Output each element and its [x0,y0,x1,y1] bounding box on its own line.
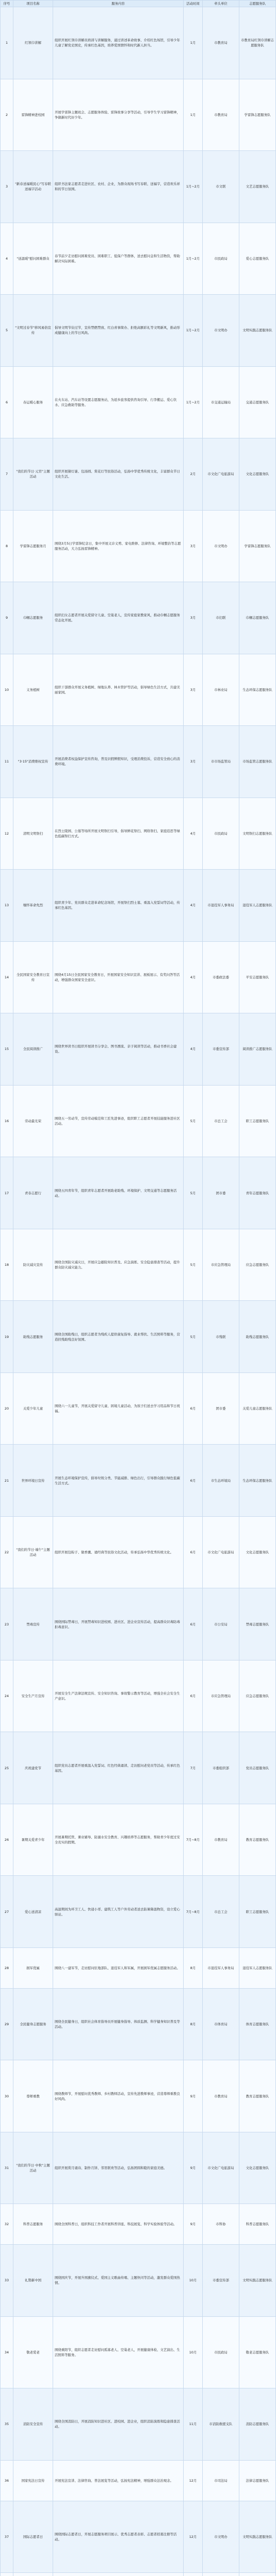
cell-service-content: 围绕五四青年节，组织青年志愿者开展助老助残、环境保护、文明交通等志愿服务活动。 [53,1157,184,1229]
cell-project-name: 世界环境日宣传 [13,1445,53,1517]
table-row [1,223,276,295]
cell-project-name: 国际志愿者日 [13,2501,53,2573]
cell-number: 10 [1,654,13,726]
table-row [1,1732,276,1804]
cell-lead-unit: 市文明办 [203,510,239,582]
cell-number: 25 [1,1732,13,1804]
cell-lead-unit: 市应急管理局 [203,1229,239,1301]
cell-activity-time: 7月 [184,1732,203,1804]
cell-project-name: 清明文明祭扫 [13,798,53,870]
cell-lead-unit: 市民政局 [203,223,239,295]
cell-activity-time: 6月 [184,1660,203,1732]
cell-number: 5 [1,295,13,367]
cell-lead-unit: 市司法局 [203,2460,239,2501]
cell-service-content: 围绕4月15日全民国家安全教育日，开展国家安全知识宣讲、展板展示、有奖问答等活动，增强群众国家安全意识。 [53,941,184,1013]
cell-service-content: 围绕国际禁毒日，开展禁毒知识进校园、进社区、进企业宣传活动，提高群众识毒防毒拒毒意识。 [53,1588,184,1660]
cell-lead-unit: 市文化广电旅游局 [203,438,239,511]
cell-lead-unit: 市委宣传部 [203,2245,239,2317]
cell-volunteer-team: 文艺志愿服务队 [239,151,276,223]
header-number: 序号 [1,1,13,7]
cell-project-name: 春运暖心服务 [13,366,53,438]
table-row [1,1804,276,1876]
cell-activity-time: 2月 [184,438,203,511]
cell-activity-time: 9月 [184,2132,203,2204]
cell-lead-unit: 市文明办 [203,2501,239,2573]
cell-activity-time: 1月 [184,79,203,151]
table-row [1,1157,276,1229]
cell-volunteer-team: 市场监管志愿服务队 [239,726,276,798]
cell-project-name: 红领巾讲解 [13,7,53,79]
table-row [1,941,276,1013]
table-row [1,1876,276,1948]
cell-volunteer-team: 教育志愿服务队 [239,2060,276,2132]
cell-number: 7 [1,438,13,511]
cell-volunteer-team: 市教育局红领巾讲解志愿服务队 [239,7,276,79]
table-row [1,798,276,870]
cell-service-content: 开展生态环境保护宣传，倡导垃圾分类、节能减排、绿色出行，引导群众践行绿色低碳生活方式。 [53,1445,184,1517]
cell-volunteer-team: 应急志愿服务队 [239,1229,276,1301]
table-row [1,726,276,798]
cell-project-name: "我们的节日·中秋"主题活动 [13,2132,53,2204]
cell-service-content: 开展安全生产法律法规宣传、安全知识咨询、事故警示教育等活动，增强全社会安全生产意识。 [53,1660,184,1732]
table-row [1,870,276,942]
cell-lead-unit: 市教育局 [203,1804,239,1876]
cell-project-name: 安全生产月宣传 [13,1660,53,1732]
cell-service-content: 高温期间为环卫工人、快递小哥、建筑工人等户外劳动者送去防暑降温物资，设立爱心驿站。 [53,1876,184,1948]
cell-number: 2 [1,79,13,151]
cell-number: 16 [1,1085,13,1157]
cell-number: 36 [1,2460,13,2501]
cell-project-name: 防灾减灾宣传 [13,1229,53,1301]
cell-service-content: 围绕八一建军节，走访慰问驻地部队、退役军人和军属，开展拥军优属志愿服务活动。 [53,1947,184,1988]
table-row [1,510,276,582]
cell-volunteer-team: 党员志愿服务队 [239,1732,276,1804]
table-row [1,2573,276,2576]
cell-volunteer-team: 退役军人志愿服务队 [239,1947,276,1988]
cell-activity-time: 9月 [184,2060,203,2132]
cell-number: 13 [1,870,13,942]
cell-lead-unit: 市民政局 [203,2316,239,2388]
cell-volunteer-team: 文明祭扫志愿服务队 [239,798,276,870]
cell-activity-time [184,2573,203,2576]
cell-lead-unit: 市教育局 [203,2060,239,2132]
cell-number: 18 [1,1229,13,1301]
cell-lead-unit: 市科协 [203,2204,239,2245]
cell-activity-time: 7月~8月 [184,1876,203,1948]
table-row [1,1947,276,1988]
table-row [1,1516,276,1588]
cell-service-content: 开展暑期托管、课业辅导、防溺水安全教育、兴趣培养等志愿服务，帮助青少年度过安全充实的假期。 [53,1804,184,1876]
cell-volunteer-team: 教育志愿服务队 [239,1804,276,1876]
cell-volunteer-team: 法律志愿服务队 [239,2460,276,2501]
cell-volunteer-team: 文化志愿服务队 [239,438,276,511]
cell-project-name [13,2573,53,2576]
table-row [1,1372,276,1445]
cell-lead-unit: 市委组织部 [203,1732,239,1804]
cell-lead-unit: 市退役军人事务局 [203,870,239,942]
cell-activity-time: 6月 [184,1588,203,1660]
header-service-content: 服务内容 [53,1,184,7]
cell-volunteer-team: 退役军人志愿服务队 [239,870,276,942]
cell-project-name: 关爱少年儿童 [13,1372,53,1445]
cell-activity-time: 5月 [184,1157,203,1229]
cell-activity-time: 1月~2月 [184,151,203,223]
cell-lead-unit: 市退役军人事务局 [203,1947,239,1988]
cell-project-name: 拥军优属 [13,1947,53,1988]
cell-lead-unit: 市消防救援支队 [203,2388,239,2461]
cell-activity-time: 1月~2月 [184,295,203,367]
cell-lead-unit: 市委宣传部 [203,1013,239,1086]
cell-service-content: 围绕世界读书日组织开展读书分享会、图书漂流、亲子阅读等活动，推动书香社会建设。 [53,1013,184,1086]
cell-service-content: 开展消费者权益保护宣传咨询，普及识假辨假知识，受理消费投诉，营造安全放心的消费环境。 [53,726,184,798]
cell-activity-time: 3月 [184,582,203,654]
table-row [1,654,276,726]
cell-service-content: 开展宪法宣讲、法律咨询、普法展览等活动，弘扬宪法精神，增强群众法治观念。 [53,2460,184,2501]
table-row [1,1301,276,1373]
cell-project-name: "新春送福暖民心"写春联送福字活动 [13,151,53,223]
cell-lead-unit: 市残联 [203,1301,239,1373]
cell-project-name: 庆祝建党节 [13,1732,53,1804]
cell-number: 1 [1,7,13,79]
cell-project-name: 巾帼志愿服务 [13,582,53,654]
cell-volunteer-team: 文明实践志愿服务队 [239,2501,276,2573]
cell-number: 15 [1,1013,13,1086]
cell-project-name: 暑期关爱青少年 [13,1804,53,1876]
cell-activity-time: 6月 [184,1516,203,1588]
cell-lead-unit: 市教育局 [203,7,239,79]
cell-number: 31 [1,2132,13,2204]
cell-activity-time: 10月 [184,2245,203,2317]
cell-activity-time: 1月~2月 [184,366,203,438]
cell-lead-unit: 市市场监管局 [203,726,239,798]
cell-volunteer-team: 青年志愿服务队 [239,1157,276,1229]
cell-number: 17 [1,1157,13,1229]
cell-volunteer-team: 关爱儿童志愿服务队 [239,1372,276,1445]
cell-number: 20 [1,1372,13,1445]
table-row [1,1445,276,1517]
table-header-row [1,1,276,7]
cell-activity-time: 12月 [184,2501,203,2573]
cell-service-content: 在烈士陵园、公墓等场所开展文明祭扫引导，倡导鲜花祭扫、网络祭扫、家庭追思等绿色低碳祭扫方式。 [53,798,184,870]
cell-lead-unit [203,2573,239,2576]
cell-project-name: 雷锋精神进校园 [13,79,53,151]
cell-number: 3 [1,151,13,223]
cell-activity-time: 6月 [184,1372,203,1445]
table-row [1,151,276,223]
cell-volunteer-team: 文明实践志愿服务队 [239,2245,276,2317]
cell-activity-time: 9月 [184,2204,203,2245]
cell-activity-time: 1月~2月 [184,223,203,295]
table-row [1,2204,276,2245]
cell-number: 30 [1,2060,13,2132]
header-lead-unit: 牵头单位 [203,1,239,7]
cell-lead-unit: 市公安局 [203,1588,239,1660]
cell-activity-time: 3月 [184,654,203,726]
table-row [1,2460,276,2501]
cell-number: 22 [1,1516,13,1588]
cell-number: 4 [1,223,13,295]
table-row [1,582,276,654]
cell-project-name: "送温暖"慰问困难群众 [13,223,53,295]
cell-service-content: 围绕全国助残日，组织志愿者为残疾人提供康复指导、就业帮扶、生活照料等服务，营造扶残助残良好氛围。 [53,1301,184,1373]
cell-service-content [53,2573,184,2576]
cell-project-name: 学雷锋志愿服务月 [13,510,53,582]
cell-volunteer-team: 科普志愿服务队 [239,2204,276,2245]
cell-number: 12 [1,798,13,870]
cell-activity-time: 11月 [184,2388,203,2461]
header-project-name: 项目名称 [13,1,53,7]
table-row [1,2388,276,2461]
cell-service-content: 围绕国庆节，开展升国旗仪式、爱国主义歌曲传唱、主题快闪等活动，激发群众爱国热情。 [53,2245,184,2317]
cell-activity-time: 6月 [184,1445,203,1517]
table-row [1,1229,276,1301]
cell-number: 37 [1,2501,13,2573]
cell-service-content: 围绕全国防灾减灾日，开展应急避险知识普及、应急演练、安全隐患排查等活动，提升群众防灾减灾能力。 [53,1229,184,1301]
cell-project-name: 礼赞新中国 [13,2245,53,2317]
cell-number: 26 [1,1804,13,1876]
table-row [1,79,276,151]
table-row [1,2132,276,2204]
cell-number: 8 [1,510,13,582]
table-row [1,2060,276,2132]
cell-number: 28 [1,1947,13,1988]
cell-project-name: 消防安全宣传 [13,2388,53,2461]
cell-number: 24 [1,1660,13,1732]
cell-project-name: 禁毒宣传 [13,1588,53,1660]
cell-project-name: 全民国家安全教育日宣传 [13,941,53,1013]
cell-number: 11 [1,726,13,798]
cell-lead-unit: 市应急管理局 [203,1660,239,1732]
cell-project-name: 科普志愿服务 [13,2204,53,2245]
cell-number: 33 [1,2245,13,2317]
table-row [1,2501,276,2573]
cell-activity-time: 12月 [184,2460,203,2501]
cell-volunteer-team: 巾帼志愿服务队 [239,582,276,654]
cell-activity-time: 5月 [184,1301,203,1373]
cell-activity-time: 8月 [184,1988,203,2060]
cell-service-content: 围绕五一劳动节，宣传劳动模范和工匠先进事迹，组织职工志愿者开展技能服务进社区活动。 [53,1085,184,1157]
cell-service-content: 围绕全民健身日，组织社会体育指导员开展健身指导、体质监测、科学健身知识普及等活动。 [53,1988,184,2060]
cell-service-content: 开展学雷锋主题班会、志愿服务体验、雷锋故事分享等活动，引导学生学习雷锋精神，争做新时代好少年。 [53,79,184,151]
cell-number: 19 [1,1301,13,1373]
cell-volunteer-team: 阅读推广志愿服务队 [239,1013,276,1086]
table-row [1,2245,276,2317]
cell-lead-unit: 市民政局 [203,798,239,870]
cell-service-content: 围绕国际志愿者日，开展志愿服务项目展示、优秀志愿者表彰、志愿者招募注册等活动。 [53,2501,184,2573]
cell-project-name: "我们的节日·端午"主题活动 [13,1516,53,1588]
cell-number: 14 [1,941,13,1013]
cell-lead-unit: 市教育局 [203,79,239,151]
cell-lead-unit: 市文化广电旅游局 [203,2132,239,2204]
cell-project-name: 爱心送清凉 [13,1876,53,1948]
cell-lead-unit: 市妇联 [203,582,239,654]
cell-service-content: 围绕全国消防日，开展消防知识进社区、进校园、进企业，组织消防演练和隐患排查活动。 [53,2388,184,2461]
cell-activity-time: 4月 [184,941,203,1013]
cell-project-name: 全民阅读推广 [13,1013,53,1086]
cell-lead-unit: 市体育局 [203,1988,239,2060]
cell-number [1,2573,13,2576]
cell-volunteer-team: 文化志愿服务队 [239,2132,276,2204]
cell-service-content: 组织开展猜灯谜、包汤圆、赏花灯等民俗活动，弘扬中华优秀传统文化，丰富群众节日文化生活。 [53,438,184,511]
cell-project-name: 助残志愿服务 [13,1301,53,1373]
cell-volunteer-team: 学雷锋志愿服务队 [239,79,276,151]
cell-activity-time: 8月 [184,1947,203,1988]
cell-volunteer-team: 交通志愿服务队 [239,366,276,438]
cell-service-content: 组织干部群众开展义务植树、绿地认养、林木管护等活动，倡导绿色生活方式，共建美丽家园。 [53,654,184,726]
table-row [1,366,276,438]
cell-project-name: 全民健身志愿服务 [13,1988,53,2060]
table-row [1,438,276,511]
cell-volunteer-team: 应急志愿服务队 [239,1660,276,1732]
cell-number: 6 [1,366,13,438]
cell-activity-time: 3月 [184,510,203,582]
cell-service-content: 围绕教师节，开展慰问优秀教师、乡村教师活动，宣传先进教师事迹，营造尊师重教良好风尚。 [53,2060,184,2132]
cell-number: 29 [1,1988,13,2060]
cell-lead-unit: 市总工会 [203,1876,239,1948]
cell-lead-unit: 市文化广电旅游局 [203,1516,239,1588]
cell-project-name: 缅怀革命先烈 [13,870,53,942]
table-row [1,295,276,367]
cell-service-content: 组织开展红领巾讲解员培训与讲解服务，通过讲述革命故事、介绍红色场馆，引导少年儿童了解党史国史，传承红色基因，培养爱国情怀和时代新人担当。 [53,7,184,79]
cell-activity-time: 5月 [184,1229,203,1301]
cell-service-content: 在火车站、汽车站等设置志愿服务站，为返乡旅客提供咨询引导、行李搬运、爱心饮水、应急救助等服务。 [53,366,184,438]
cell-activity-time: 4月 [184,870,203,942]
cell-number: 27 [1,1876,13,1948]
cell-activity-time: 10月 [184,2316,203,2388]
cell-lead-unit: 市林业局 [203,654,239,726]
cell-activity-time: 3月 [184,726,203,798]
cell-project-name: 青春志愿行 [13,1157,53,1229]
cell-service-content: 组织书法家志愿者走进社区、农村、企业，为群众现场书写春联、送福字，营造欢乐祥和的节日氛围。 [53,151,184,223]
cell-service-content: 组织党员志愿者开展重温入党誓词、红色经典诵读、走访慰问老党员等活动，传承红色基因。 [53,1732,184,1804]
cell-project-name: 劳动最光荣 [13,1085,53,1157]
cell-number: 32 [1,2204,13,2245]
cell-service-content: 围绕全国科普日，组织科技工作者开展科普讲座、科技展览、科学实验体验等活动。 [53,2204,184,2245]
cell-activity-time: 1月 [184,7,203,79]
table-row [1,1013,276,1086]
cell-volunteer-team: 消防志愿服务队 [239,2388,276,2461]
cell-project-name: "我们的节日·元宵"主题活动 [13,438,53,511]
cell-lead-unit: 市文明办 [203,295,239,367]
cell-volunteer-team: 禁毒志愿服务队 [239,1588,276,1660]
table-row [1,1988,276,2060]
cell-lead-unit: 团市委 [203,1157,239,1229]
cell-project-name: 敬老爱老 [13,2316,53,2388]
cell-service-content: 围绕重阳节，组织志愿者走访慰问孤寡老人、空巢老人，开展健康体检、文艺演出、生活照料等服务。 [53,2316,184,2388]
table-row [1,7,276,79]
cell-activity-time: 7月~8月 [184,1804,203,1876]
cell-number: 23 [1,1588,13,1660]
cell-number: 9 [1,582,13,654]
header-volunteer-team: 志愿服务队 [239,1,276,7]
cell-activity-time: 4月 [184,798,203,870]
cell-volunteer-team: 文化志愿服务队 [239,1516,276,1588]
cell-number: 34 [1,2316,13,2388]
cell-service-content: 组织妇女志愿者开展关爱留守儿童、空巢老人，宣传家庭家教家风，推动巾帼志愿服务常态化开展。 [53,582,184,654]
cell-volunteer-team: 文明实践志愿服务队 [239,295,276,367]
cell-project-name: 义务植树 [13,654,53,726]
cell-service-content: 春节前夕走访慰问困难党员、困难职工、低保户等群体，送去慰问金和生活物资，帮助解决实际困难。 [53,223,184,295]
cell-project-name: 国家宪法日宣传 [13,2460,53,2501]
cell-lead-unit: 市总工会 [203,1085,239,1157]
cell-project-name: "3·15"消费维权宣传 [13,726,53,798]
cell-service-content: 组织开展赏月诵诗、制作月饼、邻里联欢等活动，弘扬团圆和睦的家庭美德。 [53,2132,184,2204]
cell-volunteer-team: 平安志愿服务队 [239,941,276,1013]
cell-lead-unit: 市委政法委 [203,941,239,1013]
cell-volunteer-team: 职工志愿服务队 [239,1876,276,1948]
cell-volunteer-team: 助残志愿服务队 [239,1301,276,1373]
cell-volunteer-team: 体育志愿服务队 [239,1988,276,2060]
cell-volunteer-team: 生态环保志愿服务队 [239,1445,276,1517]
cell-activity-time: 5月 [184,1085,203,1157]
cell-project-name: "文明过春节"移风易俗宣传 [13,295,53,367]
cell-volunteer-team: 敬老志愿服务队 [239,2316,276,2388]
cell-number: 35 [1,2388,13,2461]
cell-service-content: 围绕3月5日学雷锋纪念日，集中开展义诊义剪、家电维修、法律咨询、环境整治等志愿服务活动，大力弘扬雷锋精神。 [53,510,184,582]
cell-lead-unit: 市交通运输局 [203,366,239,438]
cell-volunteer-team: 学雷锋志愿服务队 [239,510,276,582]
cell-lead-unit: 市文联 [203,151,239,223]
cell-lead-unit: 市生态环境局 [203,1445,239,1517]
cell-lead-unit: 团市委 [203,1372,239,1445]
cell-volunteer-team: 爱心志愿服务队 [239,223,276,295]
table-row [1,1588,276,1660]
cell-service-content: 组织开展包粽子、做香囊、诵经典等民俗文化活动，传承弘扬中华优秀传统文化。 [53,1516,184,1588]
header-activity-time: 活动时间 [184,1,203,7]
cell-service-content: 围绕六一儿童节，开展关爱留守儿童、困境儿童活动，为孩子们送去学习用品和节日祝福。 [53,1372,184,1445]
table-row [1,2316,276,2388]
cell-number: 21 [1,1445,13,1517]
table-row [1,1085,276,1157]
table-row [1,1660,276,1732]
cell-activity-time: 4月 [184,1013,203,1086]
cell-volunteer-team [239,2573,276,2576]
cell-service-content: 组织青少年、党员群众走进革命纪念场馆，开展祭扫烈士墓、重温入党誓词等活动，传承红色基因。 [53,870,184,942]
cell-volunteer-team: 职工志愿服务队 [239,1085,276,1157]
cell-project-name: 尊师重教 [13,2060,53,2132]
table-body [1,7,276,2576]
cell-volunteer-team: 生态环保志愿服务队 [239,654,276,726]
cell-service-content: 倡导文明节俭过节，宣传禁燃禁放、红白喜事简办、拒绝高额彩礼等文明新风，推动形成健康向上的节日风尚。 [53,295,184,367]
